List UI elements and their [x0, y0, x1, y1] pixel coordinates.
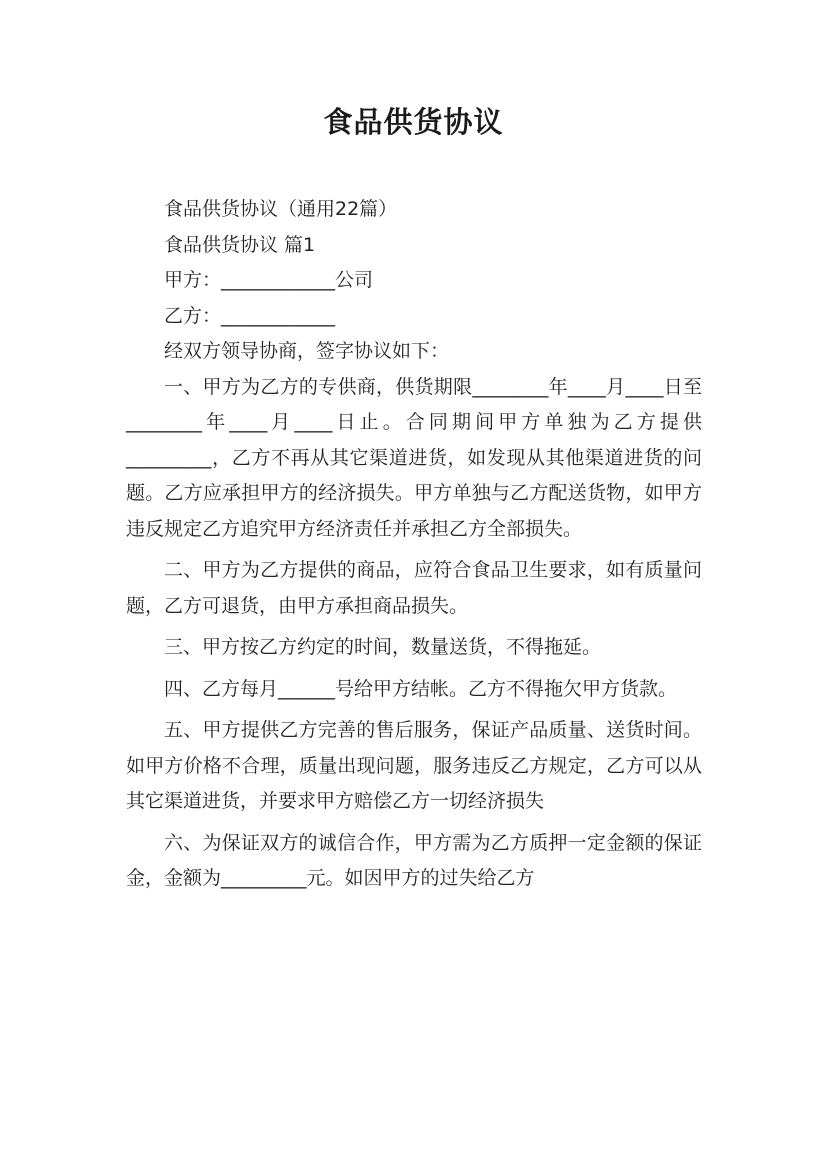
document-body — [126, 192, 702, 897]
paragraph-clause-6: 六、为保证双方的诚信合作，甲方需为乙方质押一定金额的保证金，金额为_________元。如因甲方的过失给乙方 — [126, 831, 702, 889]
paragraph-heading: 食品供货协议（通用22篇） — [164, 198, 398, 220]
paragraph-clause-2: 二、甲方为乙方提供的商品，应符合食品卫生要求，如有质量问题，乙方可退货，由甲方承担商品损失。 — [126, 559, 702, 617]
paragraph-intro: 经双方领导协商，签字协议如下： — [164, 340, 450, 362]
paragraph-clause-4: 四、乙方每月______号给甲方结帐。乙方不得拖欠甲方货款。 — [164, 677, 678, 700]
paragraph-party-a: 甲方：____________公司 — [164, 269, 374, 291]
paragraph-clause-1: 一、甲方为乙方的专供商，供货期限________年____月____日至________年____月____日止。合同期间甲方单独为乙方提供_________，乙方不再从其它渠道进货，如发现从其他渠道进货的问题。乙方应承担甲方的经济损失。甲方单独与乙方配送货物，如甲方违反规定乙方追究甲方经济责任并承担乙方全部损失。 — [126, 375, 702, 540]
paragraph-party-b: 乙方：____________ — [164, 304, 336, 327]
paragraph-clause-3: 三、甲方按乙方约定的时间，数量送货，不得拖延。 — [164, 636, 602, 658]
paragraph-section-title: 食品供货协议 篇1 — [164, 233, 316, 256]
document-title: 食品供货协议 — [323, 105, 504, 139]
paragraph-clause-5: 五、甲方提供乙方完善的售后服务，保证产品质量、送货时间。如甲方价格不合理，质量出现问题，服务违反乙方规定，乙方可以从其它渠道进货，并要求甲方赔偿乙方一切经济损失 — [126, 719, 702, 812]
